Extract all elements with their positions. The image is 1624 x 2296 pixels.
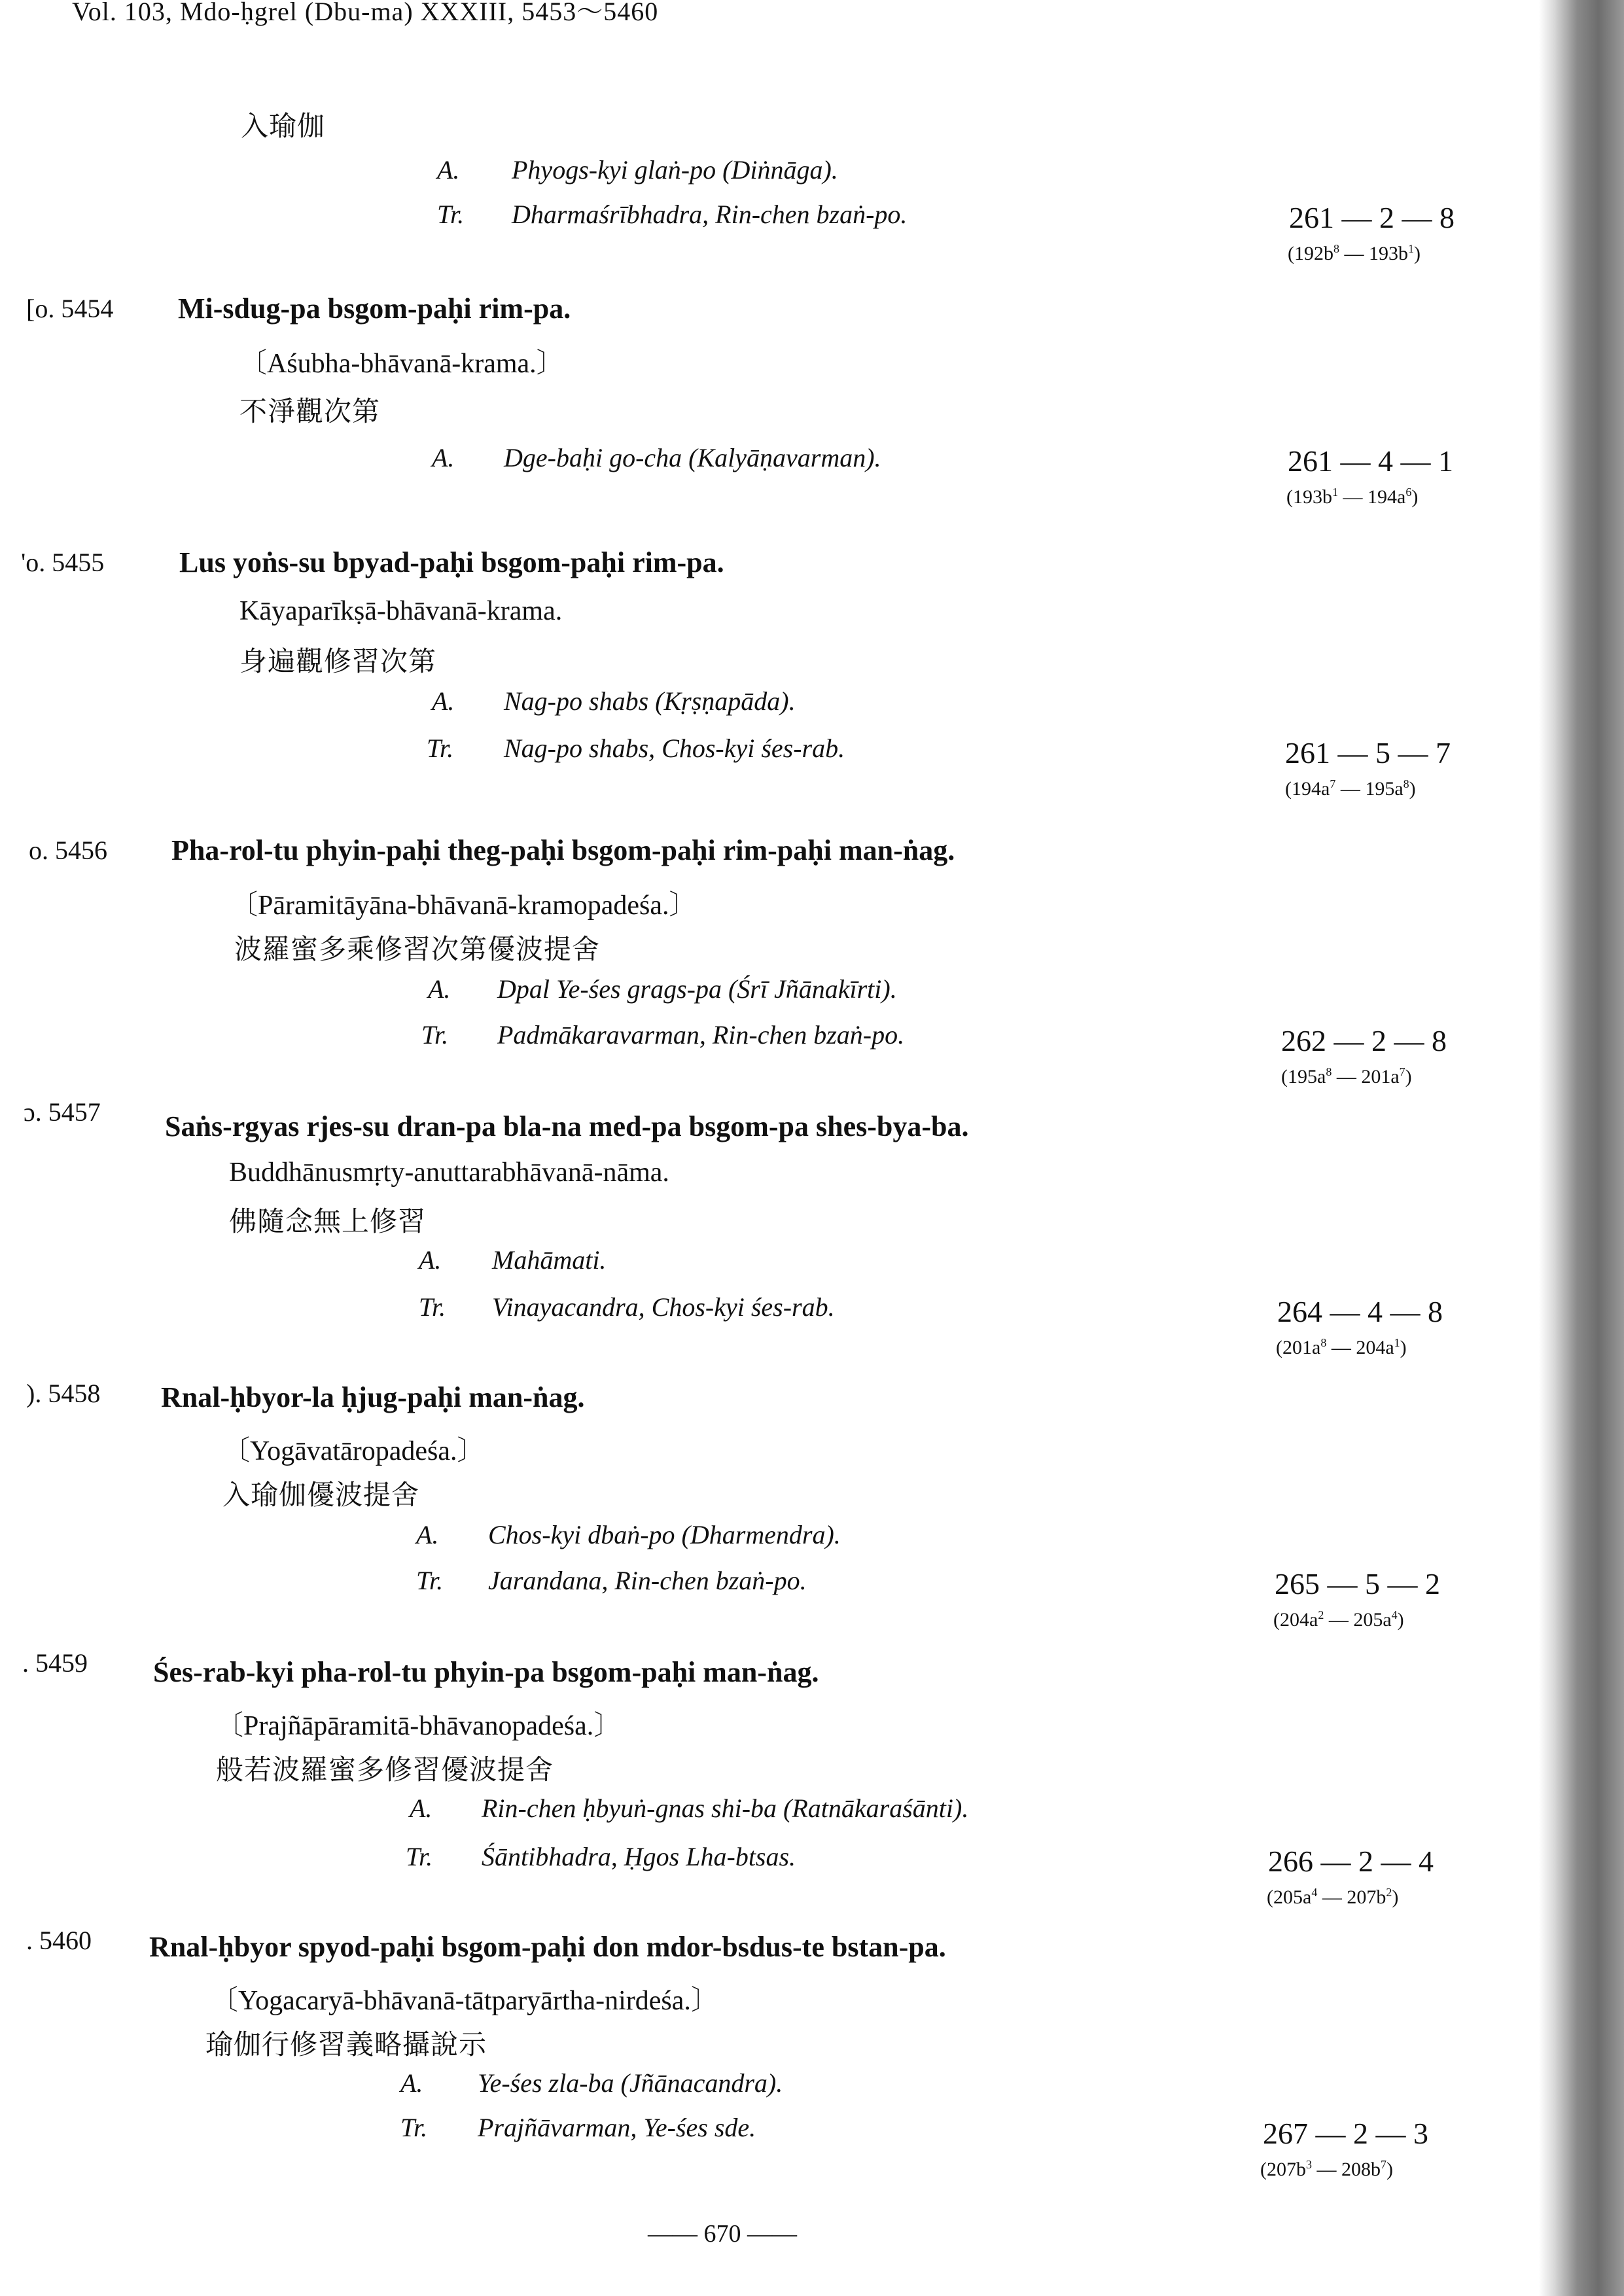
author-label: A. [428,974,451,1004]
folio-range: ($195a^8$ — $201a^7$) [1281,1065,1412,1087]
translator-label: Tr. [427,733,454,763]
entry-number: o. 5456 [29,836,107,865]
entry-chinese-title: 身遍觀修習次第 [239,645,437,677]
translator-name: Nag-po shabs, Chos-kyi śes-rab. [504,733,845,763]
translator-label: Tr. [400,2113,428,2142]
entry-sanskrit-title: 〔Yogacaryā-bhāvanā-tātparyārtha-nirdeśa.〕 [211,1986,718,2016]
volume-page-line-ref: 266 — 2 — 4 [1268,1845,1434,1878]
entry-chinese-title: 不淨觀次第 [239,395,381,427]
entry-sanskrit-title: 〔Yogāvatāropadeśa.〕 [222,1436,485,1466]
author-name: Phyogs-kyi glaṅ-po (Diṅnāga). [512,155,838,185]
author-label: A. [410,1793,432,1823]
author-name: Dge-baḥi go-cha (Kalyāṇavarman). [504,443,881,472]
translator-label: Tr. [419,1292,446,1322]
entry-tibetan-title: Rnal-ḥbyor spyod-paḥi bsgom-paḥi don mdor-bsdus-te bstan-pa. [149,1931,946,1963]
translator-name: Vinayacandra, Chos-kyi śes-rab. [492,1292,835,1322]
author-name: Nag-po shabs (Kṛṣṇapāda). [504,686,796,716]
author-name: Ye-śes zla-ba (Jñānacandra). [478,2068,783,2098]
author-label: A. [419,1245,442,1275]
folio-range: ($192b^8$ — $193b^1$) [1288,242,1421,264]
folio-range: ($204a^2$ — $205a^4$) [1273,1608,1404,1631]
running-header: Vol. 103, Mdo-ḥgrel (Dbu-ma) XXXIII, 5453～5460 [72,0,659,26]
volume-page-line-ref: 261 — 4 — 1 [1288,444,1453,478]
folio-range: ($201a^8$ — $204a^1$) [1276,1336,1407,1358]
author-name: Rin-chen ḥbyuṅ-gnas shi-ba (Ratnākaraśānti). [482,1793,969,1823]
author-label: A. [416,1520,439,1549]
entry-number: . 5459 [22,1648,88,1678]
volume-page-line-ref: 264 — 4 — 8 [1277,1295,1443,1328]
entry-sanskrit-title: 〔Prajñāpāramitā-bhāvanopadeśa.〕 [216,1711,622,1741]
author-name: Chos-kyi dbaṅ-po (Dharmendra). [488,1520,841,1549]
author-label: A. [400,2068,423,2098]
entry-number: 'o. 5455 [21,548,105,577]
author-label: A. [432,443,455,472]
volume-page-line-ref: 261 — 5 — 7 [1285,736,1451,769]
entry-chinese-title: 瑜伽行修習義略攝說示 [205,2028,487,2060]
translator-name: Prajñāvarman, Ye-śes sde. [478,2113,756,2142]
translator-label: Tr. [406,1842,433,1871]
entry-chinese-title: 入瑜伽優波提舍 [222,1479,420,1511]
translator-name: Dharmaśrībhadra, Rin-chen bzaṅ-po. [512,200,908,229]
folio-range: ($193b^1$ — $194a^6$) [1286,486,1419,508]
entry-chinese-title: 般若波羅蜜多修習優波提舍 [216,1754,554,1786]
entry-tibetan-title: Lus yoṅs-su bpyad-paḥi bsgom-paḥi rim-pa. [179,546,724,578]
entry-number: ɔ. 5457 [24,1097,101,1127]
entry-sanskrit-title: 〔Aśubha-bhāvanā-krama.〕 [239,349,564,379]
entry-tibetan-title: Śes-rab-kyi pha-rol-tu phyin-pa bsgom-paḥi man-ṅag. [153,1656,819,1688]
entry-sanskrit-title: Kāyaparīkṣā-bhāvanā-krama. [239,596,563,626]
entry-chinese-title: 佛隨念無上修習 [229,1205,427,1237]
translator-name: Jarandana, Rin-chen bzaṅ-po. [488,1566,807,1595]
entry-tibetan-title: Rnal-ḥbyor-la ḥjug-paḥi man-ṅag. [161,1381,585,1413]
folio-range: ($207b^3$ — $208b^7$) [1260,2158,1393,2180]
volume-page-line-ref: 262 — 2 — 8 [1281,1024,1447,1057]
volume-page-line-ref: 261 — 2 — 8 [1289,201,1455,234]
author-label: A. [432,686,455,716]
entry-chinese-title: 波羅蜜多乘修習次第優波提舍 [234,933,601,965]
translator-name: Padmākaravarman, Rin-chen bzaṅ-po. [497,1020,905,1050]
entry-number: [o. 5454 [26,294,114,323]
entry-number: ). 5458 [26,1379,101,1408]
entry-sanskrit-title: 〔Pāramitāyāna-bhāvanā-kramopadeśa.〕 [230,891,697,921]
entry-chinese-title: 入瑜伽 [241,110,326,142]
author-name: Dpal Ye-śes grags-pa (Śrī Jñānakīrti). [497,974,897,1004]
entry-sanskrit-title: Buddhānusmṛty-anuttarabhāvanā-nāma. [229,1157,669,1188]
translator-name: Śāntibhadra, Ḥgos Lha-btsas. [482,1842,796,1871]
entry-tibetan-title: Saṅs-rgyas rjes-su dran-pa bla-na med-pa bsgom-pa shes-bya-ba. [165,1110,969,1142]
entry-tibetan-title: Pha-rol-tu phyin-paḥi theg-paḥi bsgom-paḥi rim-paḥi man-ṅag. [171,834,955,866]
volume-page-line-ref: 267 — 2 — 3 [1263,2117,1428,2150]
entry-tibetan-title: Mi-sdug-pa bsgom-paḥi rim-pa. [178,292,571,325]
translator-label: Tr. [416,1566,444,1595]
translator-label: Tr. [421,1020,449,1050]
entry-number: . 5460 [26,1926,92,1955]
author-name: Mahāmati. [492,1245,607,1275]
folio-range: ($194a^7$ — $195a^8$) [1285,777,1416,800]
page-number: —— 670 —— [648,2220,797,2248]
scan-shadow-edge [1539,0,1624,2296]
translator-label: Tr. [437,200,465,229]
folio-range: ($205a^4$ — $207b^2$) [1267,1886,1399,1908]
author-label: A. [437,155,460,185]
volume-page-line-ref: 265 — 5 — 2 [1275,1567,1440,1600]
